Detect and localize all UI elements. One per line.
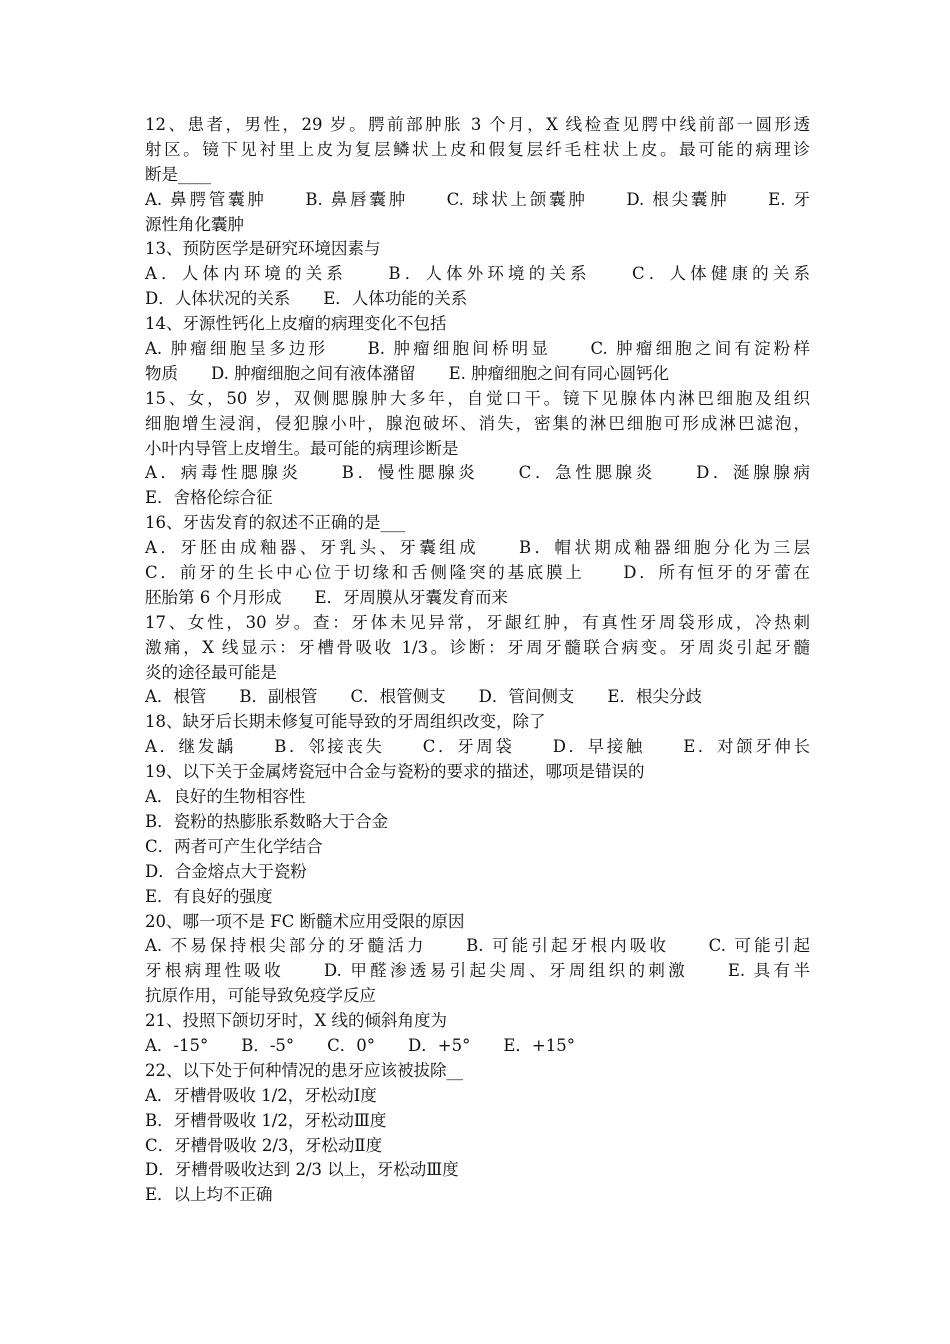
text-line: 胚胎第 6 个月形成 E．牙周膜从牙囊发育而来 — [145, 587, 509, 607]
text-line: 抗原作用，可能导致免疫学反应 — [145, 986, 376, 1006]
text-line: E．有良好的强度 — [145, 886, 273, 906]
text-line: 断是____ — [145, 164, 211, 184]
text-line: 20、哪一项不是 FC 断髓术应用受限的原因 — [145, 911, 465, 931]
text-line: E．以上均不正确 — [145, 1185, 273, 1205]
text-line: A. 肿瘤细胞呈多边形 B. 肿瘤细胞间桥明显 C. 肿瘤细胞之间有淀粉样 — [145, 339, 810, 359]
text-line: 射区。镜下见衬里上皮为复层鳞状上皮和假复层纤毛柱状上皮。最可能的病理诊 — [145, 139, 810, 159]
text-line: A．继发龋 B．邻接丧失 C．牙周袋 D．早接触 E．对颌牙伸长 — [145, 737, 810, 757]
text-line: 激痛，X 线显示：牙槽骨吸收 1/3。诊断：牙周牙髓联合病变。牙周炎引起牙髓 — [145, 637, 810, 657]
text-line: 牙根病理性吸收 D. 甲醛渗透易引起尖周、牙周组织的刺激 E. 具有半 — [145, 961, 810, 981]
text-line: 18、缺牙后长期未修复可能导致的牙周组织改变，除了 — [145, 712, 546, 732]
text-line: C．两者可产生化学结合 — [145, 836, 323, 856]
text-line: B．牙槽骨吸收 1/2，牙松动Ⅲ度 — [145, 1110, 387, 1130]
text-line: E．舍格伦综合征 — [145, 488, 273, 508]
text-line: D．牙槽骨吸收达到 2/3 以上，牙松动Ⅲ度 — [145, 1160, 459, 1180]
text-line: A．根管 B．副根管 C．根管侧支 D．管间侧支 E．根尖分歧 — [145, 687, 702, 707]
text-line: 炎的途径最可能是 — [145, 662, 277, 682]
text-line: A．人体内环境的关系 B．人体外环境的关系 C．人体健康的关系 — [145, 264, 810, 284]
text-line: C．牙槽骨吸收 2/3，牙松动Ⅱ度 — [145, 1135, 383, 1155]
text-line: 小叶内导管上皮增生。最可能的病理诊断是 — [145, 438, 459, 458]
document-page — [145, 113, 810, 1208]
text-line: 21、投照下颌切牙时，X 线的倾斜角度为 — [145, 1011, 447, 1031]
text-line: A. 鼻腭管囊肿 B. 鼻唇囊肿 C. 球状上颌囊肿 D. 根尖囊肿 E. 牙 — [145, 189, 810, 209]
text-line: A．牙槽骨吸收 1/2，牙松动Ⅰ度 — [145, 1085, 377, 1105]
text-line: 物质 D. 肿瘤细胞之间有液体潴留 E. 肿瘤细胞之间有同心圆钙化 — [145, 363, 670, 383]
text-line: 22、以下处于何种情况的患牙应该被拔除__ — [145, 1060, 463, 1080]
text-line: D．合金熔点大于瓷粉 — [145, 861, 307, 881]
text-line: A. 不易保持根尖部分的牙髓活力 B. 可能引起牙根内吸收 C. 可能引起 — [145, 936, 810, 956]
text-line: 源性角化囊肿 — [145, 214, 244, 234]
text-line: 14、牙源性钙化上皮瘤的病理变化不包括 — [145, 314, 447, 334]
text-line: A．牙胚由成釉器、牙乳头、牙囊组成 B．帽状期成釉器细胞分化为三层 — [145, 538, 810, 558]
text-line: 13、预防医学是研究环境因素与 — [145, 239, 381, 259]
text-line: 细胞增生浸润，侵犯腺小叶，腺泡破坏、消失，密集的淋巴细胞可形成淋巴滤泡， — [145, 413, 810, 433]
text-line: C．前牙的生长中心位于切缘和舌侧隆突的基底膜上 D．所有恒牙的牙蕾在 — [145, 563, 810, 583]
text-line: B．瓷粉的热膨胀系数略大于合金 — [145, 811, 389, 831]
text-line: 12、患者，男性，29 岁。腭前部肿胀 3 个月，X 线检查见腭中线前部一圆形透 — [145, 115, 810, 134]
text-line: D．人体状况的关系 E．人体功能的关系 — [145, 289, 468, 309]
text-line: A．良好的生物相容性 — [145, 787, 306, 807]
text-line: 19、以下关于金属烤瓷冠中合金与瓷粉的要求的描述，哪项是错误的 — [145, 762, 645, 782]
text-line: A．-15° B．-5° C．0° D．+5° E．+15° — [145, 1035, 575, 1055]
text-line: 17、女性，30 岁。查：牙体未见异常，牙龈红肿，有真性牙周袋形成，冷热刺 — [145, 612, 810, 632]
text-line: A．病毒性腮腺炎 B．慢性腮腺炎 C．急性腮腺炎 D．涎腺腺病 — [145, 463, 810, 483]
text-line: 15、女，50 岁，双侧腮腺肿大多年，自觉口干。镜下见腺体内淋巴细胞及组织 — [145, 388, 810, 408]
text-line: 16、牙齿发育的叙述不正确的是___ — [145, 513, 406, 533]
